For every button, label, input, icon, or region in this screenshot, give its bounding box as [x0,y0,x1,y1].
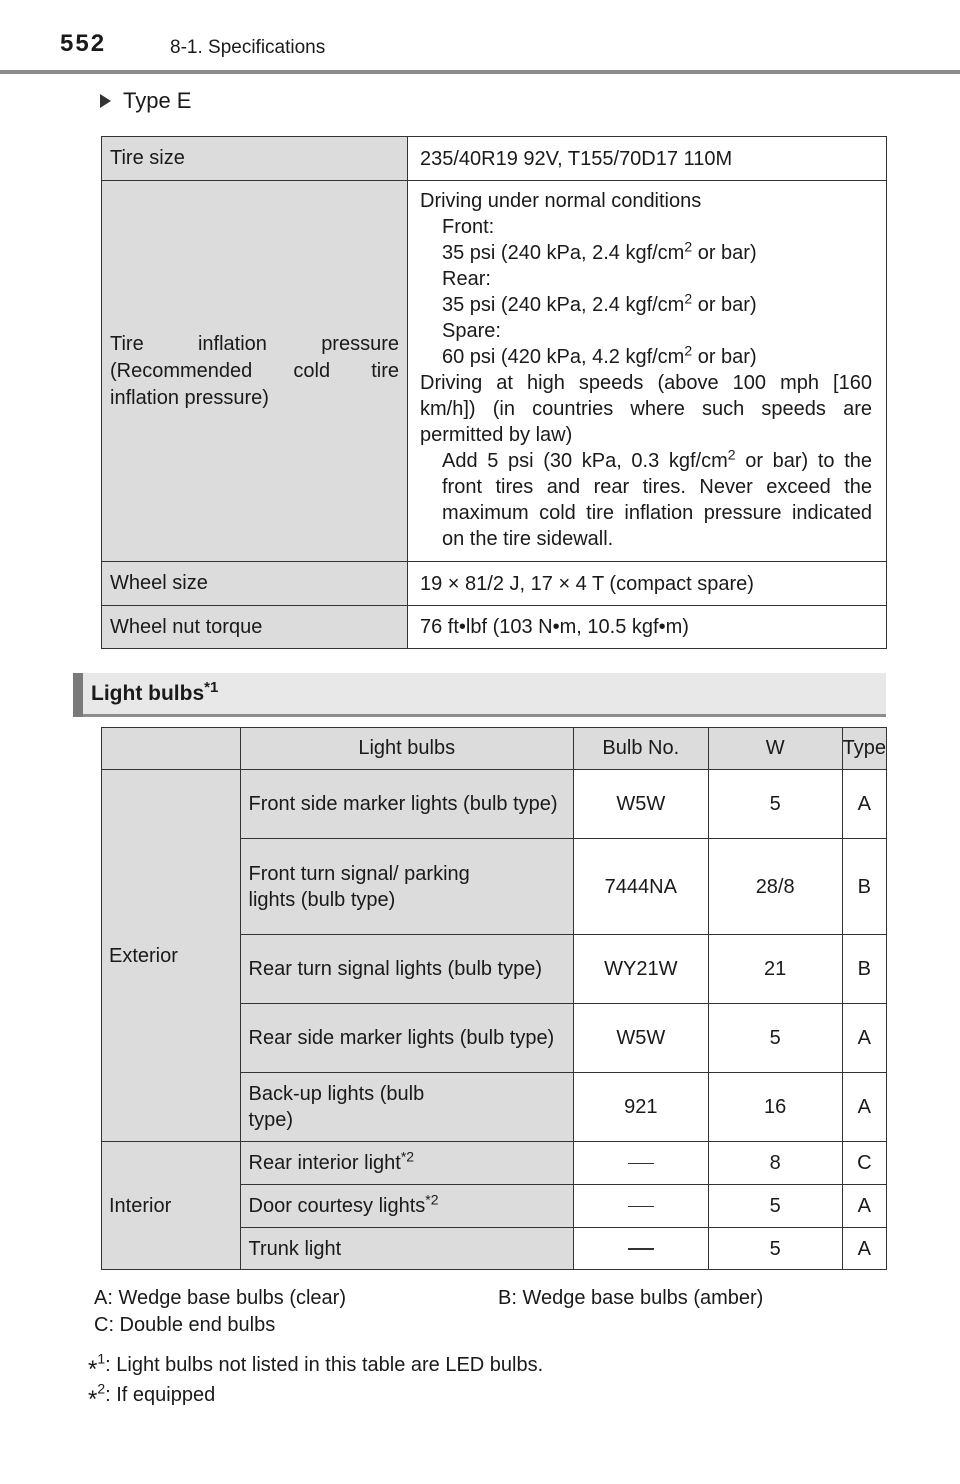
bulb-watts: 16 [708,1073,842,1142]
header-type: Type [842,728,886,770]
bulb-name: Rear turn signal lights (bulb type) [240,935,573,1004]
inflation-value [408,181,887,562]
bulb-watts: 28/8 [708,839,842,935]
interior-group-label: Interior [102,1142,241,1270]
bulb-type: B [842,839,886,935]
bulb-number: W5W [573,1004,708,1073]
front-label: Front: [442,216,495,238]
bulb-type: A [842,1004,886,1073]
header-bulb-no: Bulb No. [573,728,708,770]
bulb-number-none [573,1228,708,1270]
bulb-name: Rear interior light$^{*2}$ [240,1142,573,1185]
type-heading [100,88,191,114]
spare-label: Spare: [442,320,501,342]
table-header-row [102,728,887,770]
bulb-name: Trunk light [240,1228,573,1270]
footnote-2: *$^2$: If equipped [88,1380,216,1413]
bulb-type: A [842,1073,886,1142]
nut-torque-label: Wheel nut torque [102,606,408,649]
bulb-number-none [573,1185,708,1228]
bulb-type: C [842,1142,886,1185]
header-divider [0,70,960,74]
front-value: 35 psi (240 kPa, 2.4 kgf/$cm^2$ or bar) [442,238,757,264]
light-bulbs-title: Light bulbs$^{*1}$ [91,679,219,705]
legend-c: C: Double end bulbs [94,1314,276,1336]
high-speed-value: Add 5 psi (30 kPa, 0.3 kgf/$cm^2$ or bar) to the front tires and rear tires. Never exceed the maximum cold tire inflation pressure indicated on the tire sidewall. [442,446,872,550]
legend-a: A: Wedge base bulbs (clear) [94,1287,346,1309]
bulb-number: 7444NA [573,839,708,935]
table-row [102,181,887,562]
triangle-bullet-icon [100,94,111,108]
bulb-type-legend [94,1285,894,1339]
bulb-watts: 5 [708,1228,842,1270]
heading-accent-bar [73,673,83,717]
inflation-label: Tire inflation pressure (Recommended cold tire inflation pressure) [102,181,408,562]
spare-value: 60 psi (420 kPa, 4.2 kgf/$cm^2$ or bar) [442,342,757,368]
dash-icon [628,1206,654,1208]
table-row [102,137,887,181]
rear-value: 35 psi (240 kPa, 2.4 kgf/$cm^2$ or bar) [442,290,757,316]
tire-size-value: 235/40R19 92V, T155/70D17 110M [408,137,887,181]
table-row [102,562,887,606]
light-bulbs-heading [73,673,886,717]
rear-label: Rear: [442,268,491,290]
header-group [102,728,241,770]
tire-size-label: Tire size [102,137,408,181]
bulb-watts: 5 [708,770,842,839]
bulb-number: WY21W [573,935,708,1004]
bulb-watts: 21 [708,935,842,1004]
table-row [102,770,887,839]
tire-spec-table [101,136,887,649]
bulb-name: Back-up lights (bulb type) [240,1073,573,1142]
wheel-size-label: Wheel size [102,562,408,606]
bulb-watts: 8 [708,1142,842,1185]
bulb-name: Rear side marker lights (bulb type) [240,1004,573,1073]
wheel-size-value: 19 × 81/2 J, 17 × 4 T (compact spare) [408,562,887,606]
header-w: W [708,728,842,770]
bulb-type: A [842,1185,886,1228]
page-number: 552 [60,30,107,57]
page-header [0,0,960,76]
high-speed-heading: Driving at high speeds (above 100 mph [160 km/h]) (in countries where such speeds are permitted by law) [420,372,872,446]
bulb-number: 921 [573,1073,708,1142]
bulb-type: B [842,935,886,1004]
bulb-watts: 5 [708,1004,842,1073]
table-row [102,606,887,649]
normal-heading: Driving under normal conditions [420,190,702,212]
bulb-type: A [842,1228,886,1270]
nut-torque-value: 76 ft•lbf (103 N•m, 10.5 kgf•m) [408,606,887,649]
bulb-watts: 5 [708,1185,842,1228]
legend-b: B: Wedge base bulbs (amber) [498,1287,764,1309]
dash-icon [628,1163,654,1165]
table-row [102,1142,887,1185]
footnote-1: *$^1$: Light bulbs not listed in this table are LED bulbs. [88,1350,544,1383]
bulb-name: Front side marker lights (bulb type) [240,770,573,839]
light-bulbs-table [101,727,887,1270]
bulb-name: Door courtesy lights$^{*2}$ [240,1185,573,1228]
bulb-type: A [842,770,886,839]
type-heading-text: Type E [123,88,192,113]
bulb-number: W5W [573,770,708,839]
bulb-name: Front turn signal/ parking lights (bulb type) [240,839,573,935]
header-light-bulbs: Light bulbs [240,728,573,770]
section-title: 8-1. Specifications [170,37,326,58]
dash-icon [628,1248,654,1250]
exterior-group-label: Exterior [102,770,241,1142]
bulb-number-none [573,1142,708,1185]
